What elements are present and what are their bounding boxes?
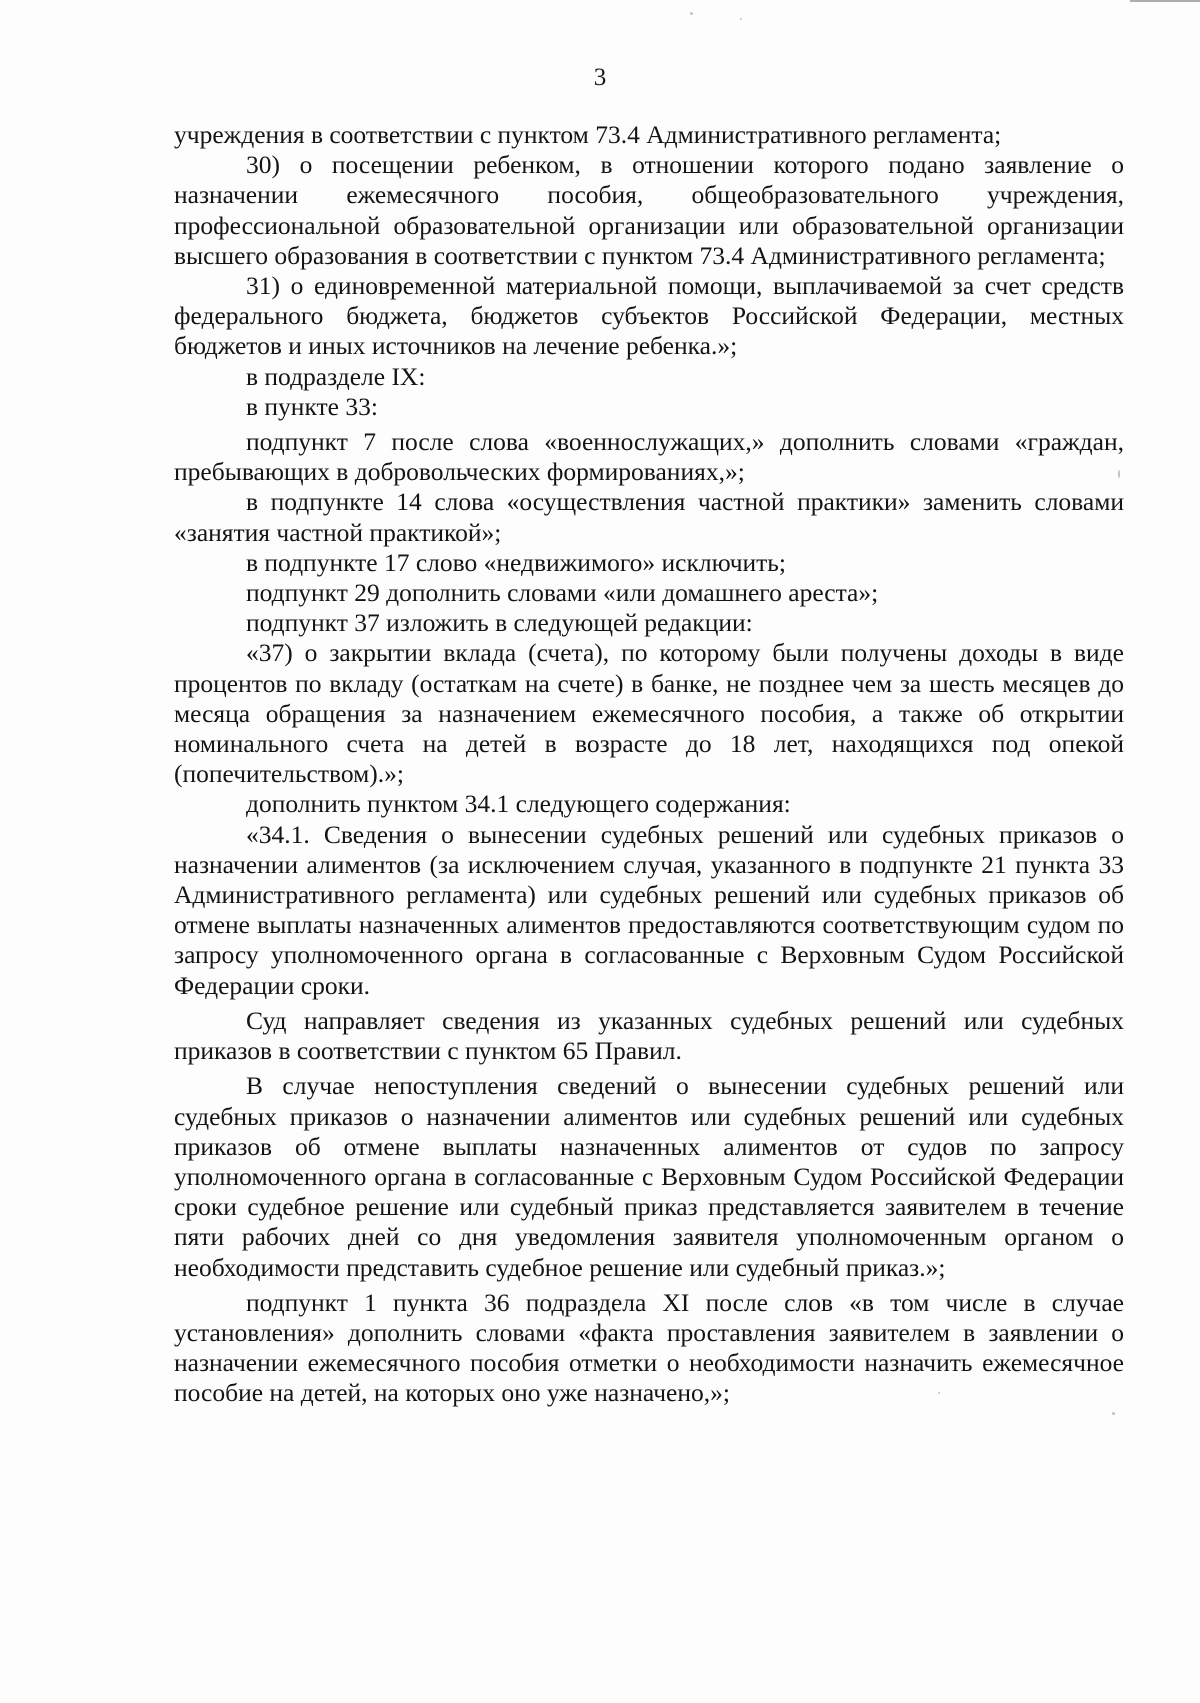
paragraph: «37) о закрытии вклада (счета), по которому были получены доходы в виде процентов по вкладу (остаткам на счете) в банке, не позднее чем за шесть месяцев до месяца обращения за назначением ежемесячного пособия, а также об открытии номинального счета на детей в возрасте до 18 лет, находящихся под опекой (попечительством).»; <box>174 638 1124 789</box>
paragraph: подпункт 7 после слова «военнослужащих,» дополнить словами «граждан, пребывающих в добровольческих формированиях,»; <box>174 427 1124 487</box>
paragraph: подпункт 29 дополнить словами «или домашнего ареста»; <box>246 578 879 608</box>
paragraph: В случае непоступления сведений о вынесении судебных решений или судебных приказов о назначении алиментов или судебных решений или судебных приказов об отмене выплаты назначенных алиментов от судов по запросу уполномоченного органа в согласованные с Верховным Судом Российской Федерации сроки судебное решение или судебный приказ представляется заявителем в течение пяти рабочих дней со дня уведомления заявителя уполномоченным органом о необходимости представить судебное решение или судебный приказ.»; <box>174 1071 1124 1282</box>
paragraph: в подпункте 17 слово «недвижимого» исключить; <box>246 547 787 577</box>
paragraph: в подразделе IX: <box>246 361 426 391</box>
paragraph: Суд направляет сведения из указанных судебных решений или судебных приказов в соответствии с пунктом 65 Правил. <box>174 1005 1124 1066</box>
page-number: 3 <box>593 64 607 91</box>
paragraph: подпункт 1 пункта 36 подраздела XI после слов «в том числе в случае установления» дополнить словами «факта проставления заявителем в заявлении о назначении ежемесячного пособия отметки о необходимости назначить ежемесячное пособие на детей, на которых оно уже назначено,»; <box>174 1287 1124 1408</box>
paragraph: в подпункте 14 слова «осуществления частной практики» заменить словами «занятия частной практикой»; <box>174 487 1124 547</box>
scan-edge-mark <box>1130 0 1200 12</box>
scan-speck <box>1112 1412 1115 1415</box>
paragraph: дополнить пунктом 34.1 следующего содержания: <box>246 789 791 819</box>
paragraph: 30) о посещении ребенком, в отношении которого подано заявление о назначении ежемесячного пособия, общеобразовательного учреждения, профессиональной образовательной организации или образовательной организации высшего образования в соответствии с пунктом 73.4 Административного регламента; <box>174 150 1124 270</box>
scan-speck <box>690 12 693 15</box>
paragraph: подпункт 37 изложить в следующей редакции: <box>246 608 753 638</box>
paragraph: учреждения в соответствии с пунктом 73.4 Административного регламента; <box>174 120 1002 149</box>
scan-speck <box>740 18 742 20</box>
paragraph: в пункте 33: <box>246 391 378 421</box>
document-body <box>174 120 1124 1409</box>
paragraph: 31) о единовременной материальной помощи, выплачиваемой за счет средств федерального бюджета, бюджетов субъектов Российской Федерации, местных бюджетов и иных источников на лечение ребенка.»; <box>174 271 1124 361</box>
paragraph: «34.1. Сведения о вынесении судебных решений или судебных приказов о назначении алиментов (за исключением случая, указанного в подпункте 21 пункта 33 Административного регламента) или судебных решений или судебных приказов об отмене выплаты назначенных алиментов предоставляются соответствующим судом по запросу уполномоченного органа в согласованные с Верховным Судом Российской Федерации сроки. <box>174 819 1124 1000</box>
